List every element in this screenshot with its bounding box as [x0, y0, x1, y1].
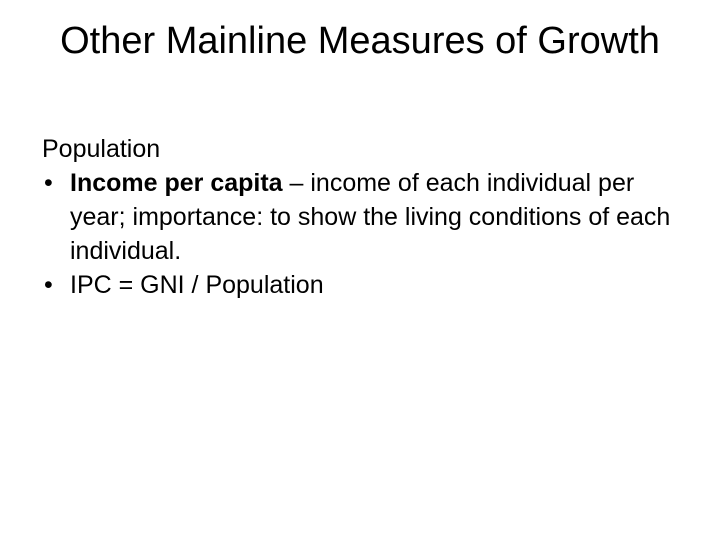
formula-text: IPC = GNI / Population: [70, 271, 324, 299]
bullet-item-ipc-formula: [42, 268, 682, 302]
subheading: Population: [42, 135, 161, 163]
term-bold: Income per capita: [70, 169, 283, 197]
bullet-marker: •: [44, 271, 53, 299]
slide-title: Other Mainline Measures of Growth: [60, 20, 660, 62]
definition-text: – income of each individual per year; importance: to show the living conditions of each individual.: [70, 169, 671, 265]
bullet-list: [42, 166, 682, 302]
bullet-item-income-per-capita: [42, 166, 682, 268]
slide-body: [42, 132, 682, 302]
bullet-marker: •: [44, 169, 53, 197]
